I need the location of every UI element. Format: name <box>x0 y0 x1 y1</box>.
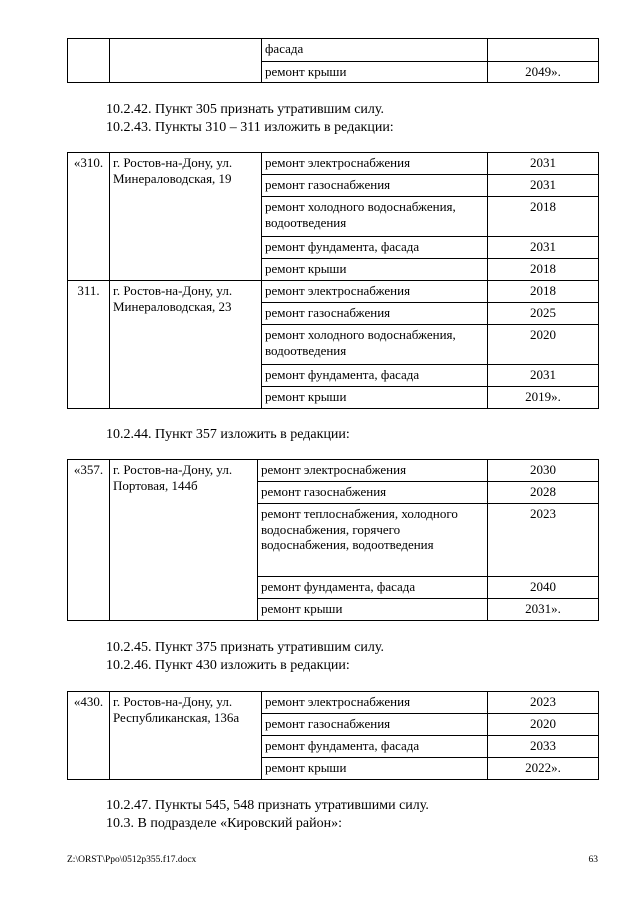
table-cell-year: 2030 <box>488 460 599 482</box>
table-cell-num: «357. <box>68 460 110 621</box>
table-cell-year: 2028 <box>488 482 599 504</box>
table-cell-year: 2033 <box>488 736 599 758</box>
table-cell-num <box>68 39 110 83</box>
table-row <box>68 692 599 714</box>
table-cell-work: ремонт газоснабжения <box>262 175 488 197</box>
table-cell-work: ремонт холодного водоснабжения, водоотведения <box>262 325 488 365</box>
table-cell-address: г. Ростов-на-Дону, ул. Республиканская, 136а <box>110 692 262 780</box>
footer-page-number: 63 <box>588 855 598 865</box>
table-cell-work: ремонт газоснабжения <box>262 714 488 736</box>
paragraph: 10.2.43. Пункты 310 – 311 изложить в редакции: <box>106 120 394 135</box>
table-cell-work: ремонт крыши <box>258 599 488 621</box>
table-cell-year: 2018 <box>488 197 599 237</box>
table-cell-year: 2022». <box>488 758 599 780</box>
table-cell-work: ремонт крыши <box>262 259 488 281</box>
table-cell-address: г. Ростов-на-Дону, ул. Портовая, 144б <box>110 460 258 621</box>
table-cell-work: ремонт фундамента, фасада <box>262 365 488 387</box>
table-cell-work: ремонт фундамента, фасада <box>262 237 488 259</box>
table-cell-year: 2020 <box>488 714 599 736</box>
table-cell-year: 2023 <box>488 692 599 714</box>
table-cell-year: 2018 <box>488 281 599 303</box>
table-cell-work: ремонт крыши <box>262 758 488 780</box>
table-continuation <box>67 38 599 83</box>
table-items-310-311 <box>67 152 599 409</box>
table-cell-year <box>488 39 599 62</box>
table-cell-address: г. Ростов-на-Дону, ул. Минераловодская, 19 <box>110 153 262 281</box>
paragraph: 10.2.46. Пункт 430 изложить в редакции: <box>106 658 350 673</box>
table-cell-work: ремонт электроснабжения <box>258 460 488 482</box>
table-cell-year: 2020 <box>488 325 599 365</box>
paragraph: 10.2.45. Пункт 375 признать утратившим силу. <box>106 640 384 655</box>
footer-file-path: Z:\ORST\Ppo\0512p355.f17.docx <box>67 855 197 865</box>
table-cell-work: ремонт крыши <box>262 387 488 409</box>
table-cell-work: ремонт теплоснабжения, холодного водоснабжения, горячего водоснабжения, водоотведения <box>258 504 488 577</box>
table-row <box>68 39 599 62</box>
table-cell-year: 2019». <box>488 387 599 409</box>
table-cell-year: 2031 <box>488 153 599 175</box>
table-cell-work: ремонт газоснабжения <box>262 303 488 325</box>
paragraph: 10.3. В подразделе «Кировский район»: <box>106 816 343 831</box>
paragraph: 10.2.44. Пункт 357 изложить в редакции: <box>106 427 350 442</box>
table-cell-work: ремонт электроснабжения <box>262 281 488 303</box>
table-cell-num: «430. <box>68 692 110 780</box>
table-cell-year: 2031 <box>488 365 599 387</box>
table-cell-work: ремонт фундамента, фасада <box>258 577 488 599</box>
table-cell-year: 2018 <box>488 259 599 281</box>
table-item-357 <box>67 459 599 621</box>
table-row <box>68 460 599 482</box>
table-cell-work: ремонт электроснабжения <box>262 692 488 714</box>
table-cell-year: 2031». <box>488 599 599 621</box>
table-cell-year: 2049». <box>488 62 599 83</box>
table-cell-work: ремонт электроснабжения <box>262 153 488 175</box>
table-cell-work: ремонт крыши <box>262 62 488 83</box>
table-cell-work: ремонт газоснабжения <box>258 482 488 504</box>
table-cell-year: 2023 <box>488 504 599 577</box>
table-cell-year: 2031 <box>488 237 599 259</box>
paragraph: 10.2.47. Пункты 545, 548 признать утратившими силу. <box>106 798 429 813</box>
table-cell-work: ремонт холодного водоснабжения, водоотведения <box>262 197 488 237</box>
table-cell-work: ремонт фундамента, фасада <box>262 736 488 758</box>
table-row <box>68 153 599 175</box>
table-cell-address: г. Ростов-на-Дону, ул. Минераловодская, 23 <box>110 281 262 409</box>
table-cell-year: 2025 <box>488 303 599 325</box>
table-cell-year: 2040 <box>488 577 599 599</box>
table-cell-year: 2031 <box>488 175 599 197</box>
table-cell-work: фасада <box>262 39 488 62</box>
table-row <box>68 281 599 303</box>
table-item-430 <box>67 691 599 780</box>
paragraph: 10.2.42. Пункт 305 признать утратившим силу. <box>106 102 384 117</box>
table-cell-num: 311. <box>68 281 110 409</box>
table-cell-address <box>110 39 262 83</box>
table-cell-num: «310. <box>68 153 110 281</box>
